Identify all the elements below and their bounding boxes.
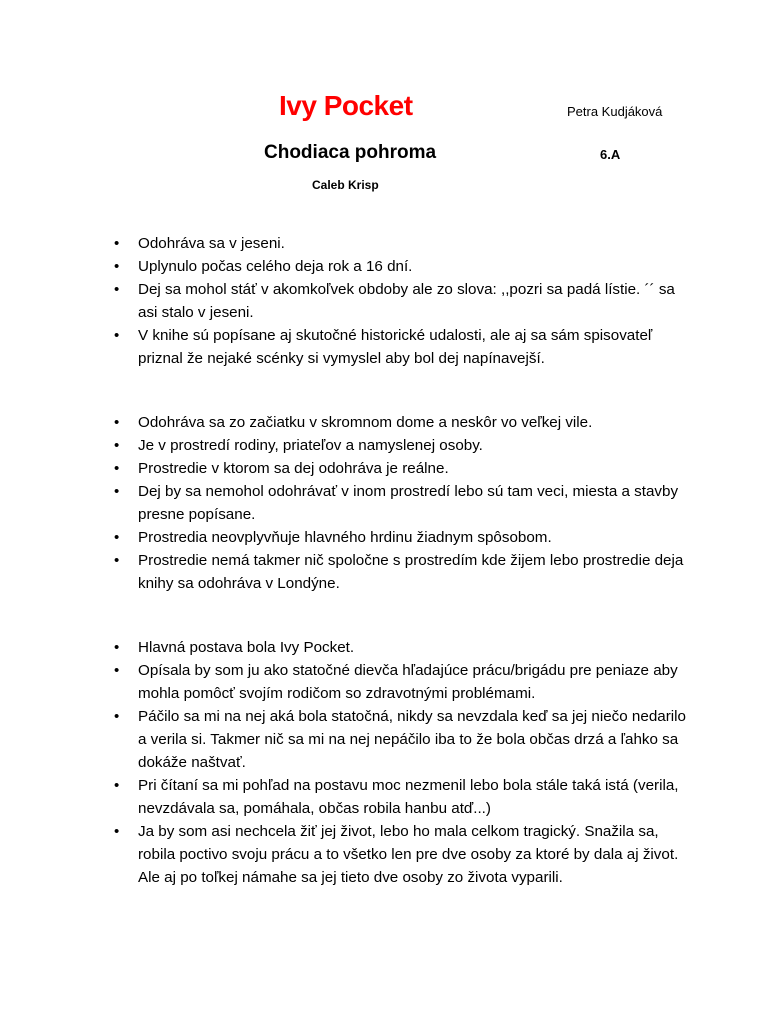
bullet-list-setting bbox=[114, 411, 694, 595]
list-item: • V knihe sú popísane aj skutočné historické udalosti, ale aj sa sám spisovateľ priznal že nejaké scénky si vymyslel aby bol dej napínavejší. bbox=[114, 324, 694, 370]
book-author: Caleb Krisp bbox=[312, 178, 379, 192]
list-item: • Páčilo sa mi na nej aká bola statočná, nikdy sa nevzdala keď sa jej niečo nedarilo a verila si. Takmer nič sa mi na nej nepáčilo iba to že bola občas drzá a ľahko sa dokáže naštvať. bbox=[114, 705, 694, 774]
bullet-list-character bbox=[114, 636, 694, 889]
list-item: • Hlavná postava bola Ivy Pocket. bbox=[114, 636, 694, 659]
list-item: • Pri čítaní sa mi pohľad na postavu moc nezmenil lebo bola stále taká istá (verila, nevzdávala sa, pomáhala, občas robila hanbu atď...) bbox=[114, 774, 694, 820]
list-item: • Prostredie nemá takmer nič spoločne s prostredím kde žijem lebo prostredie deja knihy sa odohráva v Londýne. bbox=[114, 549, 694, 595]
class-label: 6.A bbox=[600, 147, 621, 162]
list-item: • Prostredia neovplyvňuje hlavného hrdinu žiadnym spôsobom. bbox=[114, 526, 694, 549]
student-name: Petra Kudjáková bbox=[567, 104, 663, 119]
bullet-list-time bbox=[114, 232, 694, 370]
list-item: • Uplynulo počas celého deja rok a 16 dní. bbox=[114, 255, 694, 278]
document-title: Ivy Pocket bbox=[279, 90, 413, 121]
document-subtitle: Chodiaca pohroma bbox=[264, 142, 437, 163]
list-item: • Prostredie v ktorom sa dej odohráva je reálne. bbox=[114, 457, 694, 480]
list-item: • Odohráva sa v jeseni. bbox=[114, 232, 694, 255]
list-item: • Opísala by som ju ako statočné dievča hľadajúce prácu/brigádu pre peniaze aby mohla pomôcť svojím rodičom so zdravotnými problémami. bbox=[114, 659, 694, 705]
list-item: • Ja by som asi nechcela žiť jej život, lebo ho mala celkom tragický. Snažila sa, robila poctivo svoju prácu a to všetko len pre dve osoby za ktoré by dala aj život. Ale aj po toľkej námahe sa jej tieto dve osoby zo života vyparili. bbox=[114, 820, 694, 889]
list-item: • Odohráva sa zo začiatku v skromnom dome a neskôr vo veľkej vile. bbox=[114, 411, 694, 434]
list-item: • Dej sa mohol stáť v akomkoľvek obdoby ale zo slova: ,,pozri sa padá lístie. ´´ sa asi stalo v jeseni. bbox=[114, 278, 694, 324]
list-item: • Je v prostredí rodiny, priateľov a namyslenej osoby. bbox=[114, 434, 694, 457]
list-item: • Dej by sa nemohol odohrávať v inom prostredí lebo sú tam veci, miesta a stavby presne popísane. bbox=[114, 480, 694, 526]
